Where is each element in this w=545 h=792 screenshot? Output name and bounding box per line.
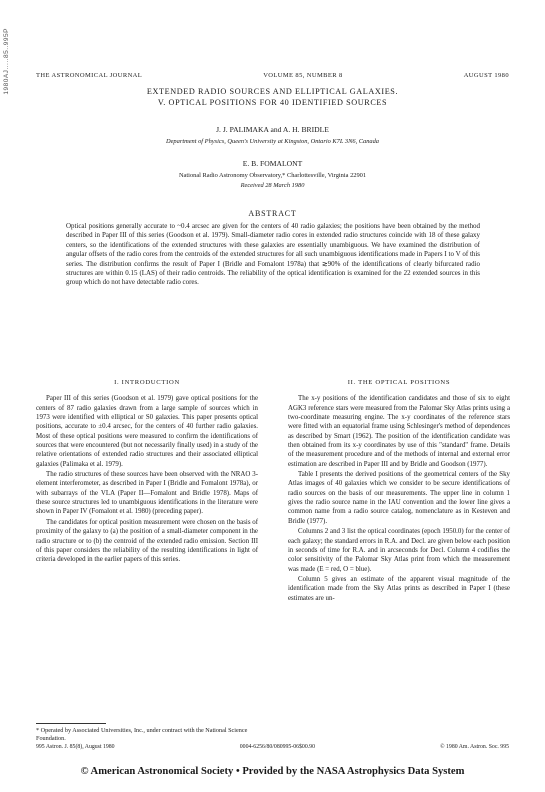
footnote: * Operated by Associated Universities, Inc., under contract with the National Science Foundation. bbox=[36, 727, 248, 742]
footnote-rule bbox=[36, 723, 106, 724]
title-line-2: V. OPTICAL POSITIONS FOR 40 IDENTIFIED SOURCES bbox=[157, 98, 388, 107]
abstract-text: Optical positions generally accurate to ~0.4 arcsec are given for the centers of 40 radio galaxies; the positions have been obtained by the method described in Paper III of this series (Goodson et al. 1979). Small-diameter radio cores in extended radio structures coincide with 18 of these galaxy centers, so the identifications of the extended structures with these galaxies are essentially unambiguous. We have examined the distribution of angular offsets of the radio cores from the centroids of the extended structures for all such unambiguous identifications made in Papers I to V of this series. The distribution confirms the result of Paper I (Bridle and Fomalont 1978a) that ≳90% of the identifications of clearly bifurcated radio structures are within 0.15 (LAS) of their radio centroids. The reliability of the optical identification is examined for the 22 extended sources in this group which do not have detectable radio cores. bbox=[66, 222, 480, 287]
optical-paragraph-1: The x-y positions of the identification candidates and those of six to eight AGK3 reference stars were measured from the Palomar Sky Atlas prints using a two-coordinate measuring engine. The x-y coordinates of the reference stars were fitted with an equatorial frame using Schlesinger's method of dependences as described by Smart (1962). The position of the identification candidate was then obtained from its x-y coordinates by use of this "standard" frame. Details of the measurement procedure and of the methods of internal and external error estimation are described in Paper III and by Bridle and Goodson (1977). bbox=[288, 395, 510, 468]
optical-paragraph-4: Column 5 gives an estimate of the apparent visual magnitude of the identification made from the Sky Atlas prints as described in Paper I (these estimates are un- bbox=[288, 575, 510, 602]
issue-date: AUGUST 1980 bbox=[463, 72, 509, 79]
section-heading-optical-positions: II. THE OPTICAL POSITIONS bbox=[347, 379, 451, 386]
column-right bbox=[288, 378, 510, 603]
intro-paragraph-3: The candidates for optical position measurement were chosen on the basis of proximity of the galaxy to (a) the position of a small-diameter component in the radio structure or to (b) the centroid of the extended radio emission. Section III of this paper considers the reliability of the resulting identifications in light of criteria developed in the earlier papers of this series. bbox=[36, 518, 258, 564]
page-footer bbox=[36, 744, 509, 750]
abstract-heading: ABSTRACT bbox=[248, 209, 297, 218]
footer-doi-code: 0004-6256/80/080995-06$00.90 bbox=[239, 744, 315, 750]
footer-citation: 995 Astron. J. 85(8), August 1980 bbox=[36, 744, 115, 750]
authors-second: E. B. FOMALONT bbox=[242, 159, 303, 168]
title-line-1: EXTENDED RADIO SOURCES AND ELLIPTICAL GALAXIES. bbox=[146, 87, 399, 96]
affiliation-second: National Radio Astronomy Observatory,* Charlottesville, Virginia 22901 bbox=[178, 172, 367, 179]
intro-paragraph-1: Paper III of this series (Goodson et al. 1979) gave optical positions for the centers of 87 radio galaxies drawn from a large sample of sources which in 1973 were identified with elliptical or S0 galaxies. This paper presents optical positions, accurate to ±0.4 arcsec, for the centers of 40 further radio galaxies. Most of these optical positions were measured to confirm the identifications of sources that were encountered (but not necessarily finally used) in a study of the relative orientations of extended radio structures and their associated elliptical galaxies (Palimaka et al. 1979). bbox=[36, 395, 258, 468]
authors-first: J. J. PALIMAKA and A. H. BRIDLE bbox=[216, 125, 329, 134]
bibcode-side-label: 1980AJ.....85..995P bbox=[3, 28, 10, 95]
footer-copyright: © 1980 Am. Astron. Soc. 995 bbox=[440, 744, 509, 750]
section-heading-introduction: I. INTRODUCTION bbox=[114, 379, 180, 386]
intro-paragraph-2: The radio structures of these sources have been observed with the NRAO 3-element interferometer, as described in Paper I (Bridle and Fomalont 1978a), or with subarrays of the VLA (Paper II—Fomalont and Bridle 1978). Maps of these source structures led to unambiguous identifications in the literature were shown in Paper IV (Fomalont et al. 1980) (preceding paper). bbox=[36, 471, 258, 516]
optical-paragraph-3: Columns 2 and 3 list the optical coordinates (epoch 1950.0) for the center of each galaxy; the standard errors in R.A. and Decl. are given below each position in seconds of time for R.A. and in arcseconds for Decl. Column 4 codifies the color sensitivity of the Palomar Sky Atlas print from which the measurement was made (E = red, O = blue). bbox=[288, 528, 510, 573]
column-left bbox=[36, 378, 258, 565]
affiliation-first: Department of Physics, Queen's University at Kingston, Ontario K7L 3N6, Canada bbox=[165, 138, 380, 145]
volume-number: VOLUME 85, NUMBER 8 bbox=[263, 72, 343, 79]
received-date: Received 28 March 1980 bbox=[240, 182, 305, 189]
article-title bbox=[36, 86, 509, 108]
optical-paragraph-2: Table I presents the derived positions of the geometrical centers of the Sky Atlas images of 40 galaxies which we consider to be secure identifications of radio sources on the basis of our measurements. The upper line in column 1 gives the radio source name in the IAU convention and the lower line gives a common name from a radio source catalog, nomenclature as in Kesteven and Bridle (1977). bbox=[288, 471, 510, 525]
ads-banner: © American Astronomical Society • Provided by the NASA Astrophysics Data System bbox=[80, 766, 465, 777]
journal-name: THE ASTRONOMICAL JOURNAL bbox=[36, 72, 143, 79]
running-head bbox=[36, 72, 509, 79]
